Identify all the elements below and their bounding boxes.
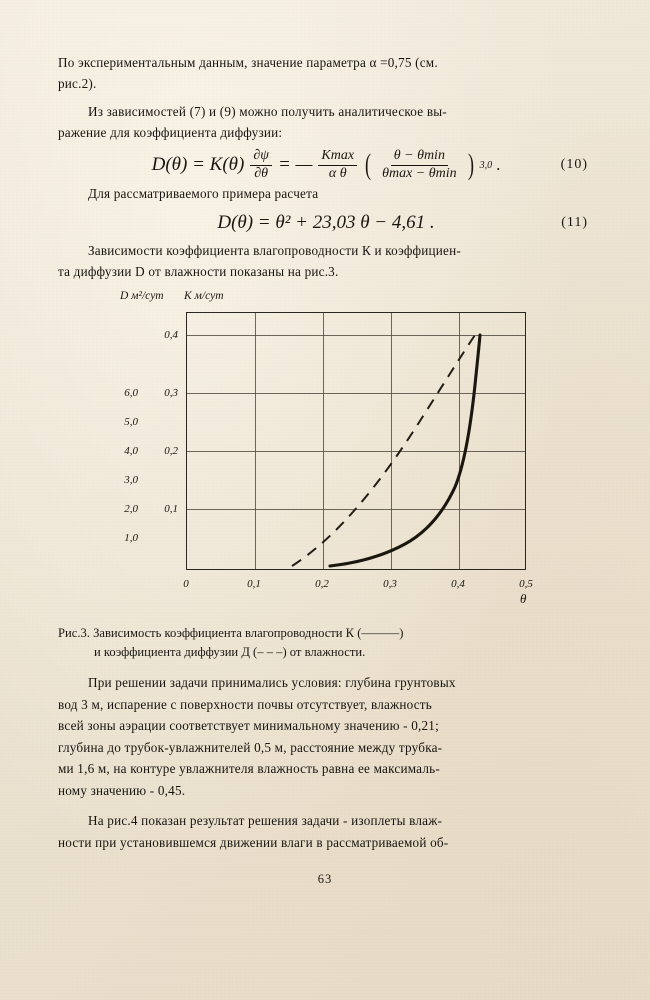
chart-ytick-left-1: 1,0 xyxy=(124,532,138,545)
chart-curves xyxy=(187,313,527,571)
chart-xtick-2: 0,2 xyxy=(315,578,329,591)
formula-10-frac-2-den: α θ xyxy=(328,165,347,181)
chart-ytick-right-1: 0,1 xyxy=(164,503,178,516)
page-content xyxy=(58,52,594,853)
formula-10-paren-right: ) xyxy=(467,148,474,182)
paragraph-4-line-4: глубина до трубок-увлажнителей 0,5 м, расстояние между трубка- xyxy=(58,739,443,755)
figure-3-caption xyxy=(58,624,594,662)
figure-3-caption-line-2: и коэффициента диффузии Д (– – –) от влажности. xyxy=(94,645,366,660)
chart-xtick-1: 0,1 xyxy=(247,578,261,591)
paragraph-3-line-1: Зависимости коэффициента влагопроводности К и коэффициен- xyxy=(88,243,461,259)
paragraph-4-line-3: всей зоны аэрации соответствует минимальному значению - 0,21; xyxy=(58,718,439,734)
formula-10-eq: = — xyxy=(277,154,313,176)
paragraph-3-line-2: та диффузии D от влажности показаны на рис.3. xyxy=(58,264,339,280)
body-block xyxy=(58,672,594,853)
chart-y-axis-right-label: K м/сут xyxy=(184,290,224,303)
paragraph-4-line-6: ному значению - 0,45. xyxy=(58,782,186,798)
formula-10-exponent: 3,0 xyxy=(479,159,493,171)
formula-10-frac-2-num: Kmax xyxy=(318,149,357,166)
chart-xtick-3: 0,3 xyxy=(383,578,397,591)
chart-xtick-0: 0 xyxy=(183,578,189,591)
formula-10-frac-3-num: θ − θmin xyxy=(391,149,448,166)
chart-ytick-left-4: 4,0 xyxy=(124,445,138,458)
chart-xtick-4: 0,4 xyxy=(451,578,465,591)
formula-10-frac-1 xyxy=(250,149,272,181)
chart-series-diffusion-dashed xyxy=(292,335,475,566)
chart-ytick-left-2: 2,0 xyxy=(124,503,138,516)
paragraph-5-line-2: ности при установившемся движении влаги в рассматриваемой об- xyxy=(58,834,449,850)
paragraph-4-line-5: ми 1,6 м, на контуре увлажнителя влажность равна ее максималь- xyxy=(58,761,440,777)
paragraph-4-line-2: вод 3 м, испарение с поверхности почвы отсутствует, влажность xyxy=(58,696,432,712)
formula-10-frac-1-den: ∂θ xyxy=(254,165,269,181)
chart-xtick-5: 0,5 xyxy=(519,578,533,591)
chart-ytick-left-3: 3,0 xyxy=(124,474,138,487)
formula-10-frac-1-num: ∂ψ xyxy=(250,149,272,166)
chart-x-axis-label: θ xyxy=(520,591,527,607)
formula-10-number: (10) xyxy=(560,157,588,173)
formula-10-frac-3 xyxy=(379,149,460,181)
formula-10-paren-left: ( xyxy=(365,148,372,182)
page-number: 63 xyxy=(317,872,333,886)
paragraph-5-line-1: На рис.4 показан результат решения задачи - изоплеты влаж- xyxy=(88,813,443,829)
formula-11-text: D(θ) = θ² + 23,03 θ − 4,61 . xyxy=(217,212,435,234)
paragraph-1-line-1: По экспериментальным данным, значение параметра α =0,75 (см. xyxy=(58,55,438,70)
chart-plot-area xyxy=(186,312,526,570)
formula-11 xyxy=(58,212,594,234)
formula-11-number: (11) xyxy=(561,215,588,231)
chart-y-axis-left-label: D м²/сут xyxy=(120,290,164,303)
formula-10: D(θ) = K(θ) $\frac{\partial\psi}{\partial\theta}$ = — $\frac{Kmax}{\text{α θ}}$ ( $\frac{\theta - \theta\min}{\theta\max - \theta\min}$ ) 3,0 . (10) xyxy=(151,148,588,182)
formula-10-lhs: D(θ) = K(θ) xyxy=(151,154,245,176)
figure-3 xyxy=(58,290,594,620)
formula-10-frac-3-den: θmax − θmin xyxy=(382,165,457,181)
chart-ytick-right-2: 0,2 xyxy=(164,445,178,458)
chart-ytick-right-4: 0,4 xyxy=(164,329,178,342)
chart-ytick-left-5: 5,0 xyxy=(124,416,138,429)
figure-3-caption-line-1: Рис.3. Зависимость коэффициента влагопроводности К (———) xyxy=(58,626,404,641)
paragraph-2-line-1: Из зависимостей (7) и (9) можно получить аналитическое вы- xyxy=(88,104,447,119)
chart-plot-wrap xyxy=(58,306,594,606)
paragraph-2-line-2: ражение для коэффициента диффузии: xyxy=(58,125,283,140)
paragraph-1-line-2: рис.2). xyxy=(58,76,97,91)
formula-10-frac-2 xyxy=(318,149,357,181)
chart-ytick-left-6: 6,0 xyxy=(124,387,138,400)
paragraph-4-line-1: При решении задачи принимались условия: глубина грунтовых xyxy=(88,675,456,691)
chart-series-conductivity-solid xyxy=(330,335,480,566)
chart-ytick-right-3: 0,3 xyxy=(164,387,178,400)
after-formula-10-text: Для рассматриваемого примера расчета xyxy=(88,186,319,202)
